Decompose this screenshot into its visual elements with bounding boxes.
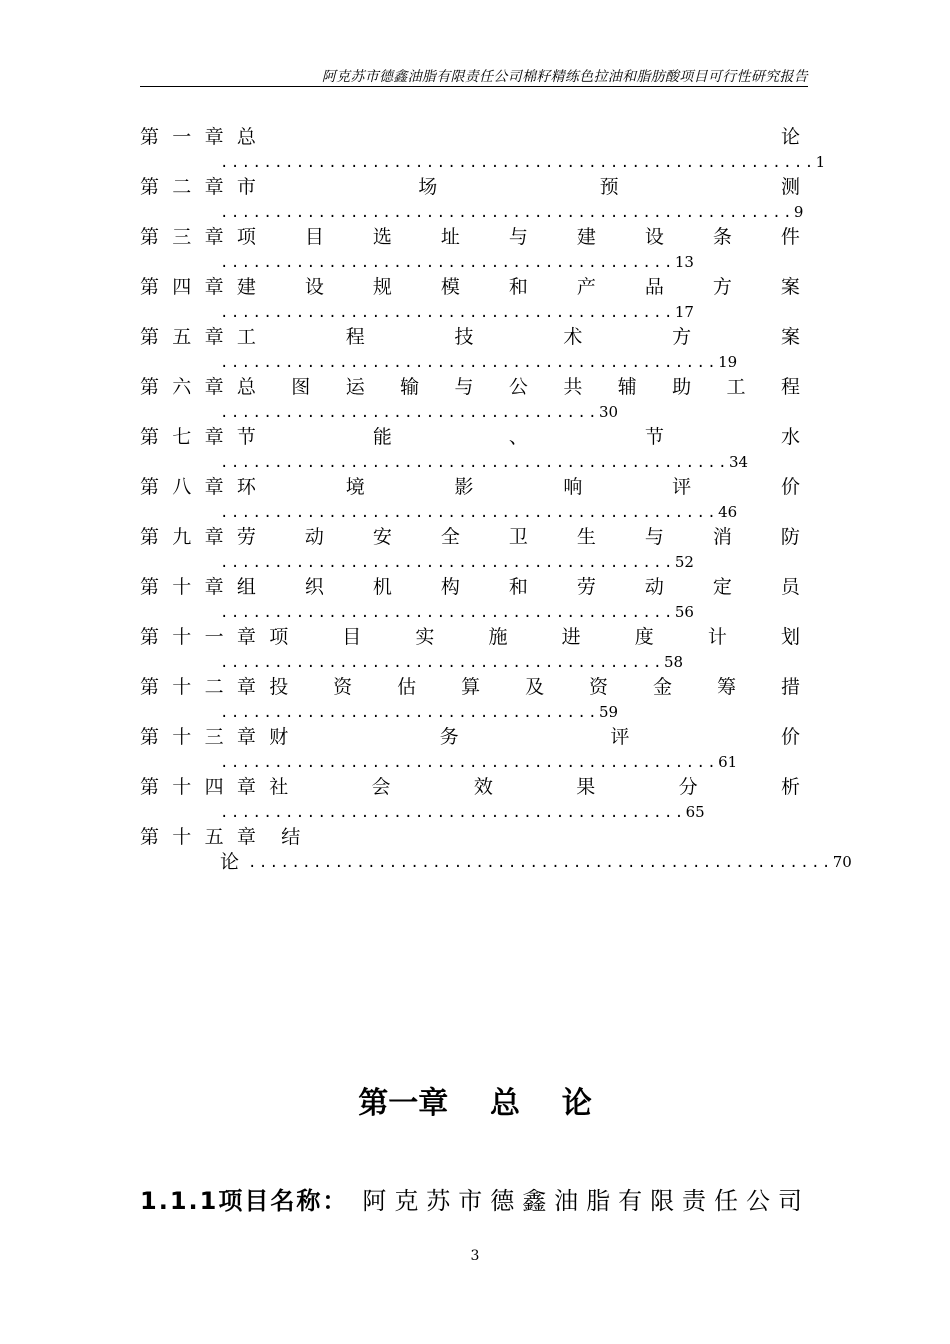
toc-prefix-char: 第	[140, 626, 160, 648]
toc-chapter-number	[140, 774, 269, 800]
toc-title-char: 项	[236, 226, 256, 248]
toc-chapter-title	[237, 174, 800, 200]
toc-title-char: 分	[678, 776, 698, 798]
section-value-char: 有	[618, 1186, 643, 1215]
toc-title-char: 务	[439, 726, 459, 748]
toc-dots: ...............................................	[220, 455, 729, 471]
toc-title-char: 工	[726, 376, 746, 398]
toc-prefix-char: 第	[140, 276, 160, 298]
toc-title-char: 动	[304, 526, 324, 548]
toc-prefix-char: 一	[204, 626, 224, 648]
toc-chapter-title	[269, 674, 800, 700]
toc-entry[interactable]	[140, 274, 800, 324]
toc-title-char: 案	[780, 326, 800, 348]
toc-prefix-char: 九	[172, 526, 192, 548]
toc-title-char: 条	[712, 226, 732, 248]
toc-leader	[220, 501, 737, 523]
toc-entry[interactable]	[140, 374, 800, 424]
toc-chapter-title: 结	[281, 826, 301, 848]
toc-page-number: 34	[728, 453, 749, 471]
toc-title-char: 建	[236, 276, 256, 298]
toc-title-char: 筹	[716, 676, 736, 698]
toc-title-char: 辅	[617, 376, 637, 398]
toc-prefix-char: 第	[140, 376, 160, 398]
toc-title-char: 动	[644, 576, 664, 598]
toc-prefix-char: 八	[172, 476, 192, 498]
toc-leader	[248, 851, 852, 874]
toc-prefix-char: 第	[140, 676, 160, 698]
toc-prefix-char: 第	[140, 176, 160, 198]
toc-title-char: 、	[508, 426, 528, 448]
toc-prefix-char: 第	[140, 726, 160, 748]
toc-title-char: 模	[440, 276, 460, 298]
toc-prefix-char: 章	[236, 676, 256, 698]
toc-title-char: 共	[563, 376, 583, 398]
toc-prefix-char: 第	[140, 426, 160, 448]
toc-page-number: 30	[599, 403, 619, 421]
toc-page-number: 1	[815, 153, 826, 171]
table-of-contents	[140, 124, 852, 874]
toc-entry[interactable]	[140, 424, 800, 474]
toc-prefix-char: 章	[204, 426, 224, 448]
toc-title-char: 划	[780, 626, 800, 648]
toc-leader	[220, 351, 737, 373]
toc-title-char: 财	[269, 726, 289, 748]
toc-prefix-char: 七	[172, 426, 192, 448]
toc-chapter-title	[269, 774, 800, 800]
toc-title-char: 金	[653, 676, 673, 698]
section-value-char: 公	[745, 1186, 770, 1215]
toc-title-char: 计	[707, 626, 727, 648]
toc-title-char: 组	[236, 576, 256, 598]
toc-title-char: 生	[576, 526, 596, 548]
toc-chapter-number	[140, 574, 237, 600]
toc-title-char: 果	[576, 776, 596, 798]
toc-title-char: 构	[440, 576, 460, 598]
toc-title-char: 劳	[576, 576, 596, 598]
toc-title-char: 产	[576, 276, 596, 298]
toc-title-char: 节	[236, 426, 256, 448]
toc-page-number: 59	[599, 703, 619, 721]
toc-entry[interactable]	[140, 624, 800, 674]
toc-title-char: 和	[508, 276, 528, 298]
toc-title-char: 会	[371, 776, 391, 798]
toc-chapter-title	[237, 474, 800, 500]
toc-chapter-number	[140, 124, 237, 150]
toc-page-number: 56	[674, 603, 694, 621]
toc-title-char: 和	[508, 576, 528, 598]
toc-entry[interactable]	[140, 324, 800, 374]
toc-entry[interactable]	[140, 774, 800, 824]
toc-chapter-number	[140, 274, 237, 300]
toc-title-char: 方	[712, 276, 732, 298]
toc-title-char: 及	[525, 676, 545, 698]
toc-prefix-char: 五	[172, 326, 192, 348]
toc-prefix-char: 二	[204, 676, 224, 698]
toc-prefix-char: 六	[172, 376, 192, 398]
toc-prefix-char: 章	[236, 826, 256, 848]
toc-title-char: 安	[372, 526, 392, 548]
toc-title-char: 选	[372, 226, 392, 248]
toc-title-char: 公	[508, 376, 528, 398]
toc-title-char: 与	[644, 526, 664, 548]
toc-title-char: 建	[576, 226, 596, 248]
toc-chapter-title	[237, 574, 800, 600]
toc-page-number: 52	[674, 553, 694, 571]
toc-entry[interactable]	[140, 224, 800, 274]
toc-prefix-char: 第	[140, 126, 160, 148]
toc-dots: ...........................................	[220, 805, 686, 821]
toc-title-char: 图	[291, 376, 311, 398]
toc-title-char: 卫	[508, 526, 528, 548]
toc-title-char: 价	[780, 476, 800, 498]
toc-entry[interactable]	[140, 674, 800, 724]
chapter-heading: 第一章 总 论	[358, 1086, 592, 1121]
toc-prefix-char: 一	[172, 126, 192, 148]
toc-page-number: 58	[663, 653, 684, 671]
toc-chapter-title	[237, 274, 800, 300]
toc-prefix-char: 十	[172, 826, 192, 848]
toc-dots: ..............................................	[220, 505, 719, 521]
toc-title-char: 助	[672, 376, 692, 398]
toc-entry[interactable]	[140, 524, 800, 574]
toc-title-char: 劳	[236, 526, 256, 548]
toc-page-number: 9	[793, 203, 804, 221]
toc-title-char: 措	[780, 676, 800, 698]
toc-chapter-title	[237, 224, 800, 250]
toc-prefix-char: 第	[140, 826, 160, 848]
toc-chapter-number	[140, 474, 237, 500]
toc-title-char: 预	[599, 176, 619, 198]
toc-prefix-char: 四	[204, 776, 224, 798]
section-label: 1.1.1项目名称：	[140, 1186, 349, 1215]
section-value-char: 限	[650, 1186, 675, 1215]
header-text: 阿克苏市德鑫油脂有限责任公司棉籽精练色拉油和脂肪酸项目可行性研究报告	[321, 69, 808, 85]
toc-chapter-number	[140, 624, 269, 650]
toc-title-char: 程	[345, 326, 365, 348]
section-value-char: 脂	[586, 1186, 611, 1215]
section-value	[362, 1181, 802, 1216]
section-value-char: 阿	[362, 1186, 387, 1215]
section-value-char: 克	[394, 1186, 419, 1215]
toc-title-char: 品	[644, 276, 664, 298]
toc-title-char: 评	[610, 726, 630, 748]
toc-prefix-char: 章	[204, 476, 224, 498]
toc-leader	[220, 801, 705, 823]
toc-chapter-number	[140, 174, 237, 200]
toc-title-char: 测	[780, 176, 800, 198]
section-value-char: 任	[714, 1186, 738, 1215]
toc-leader	[220, 301, 694, 323]
toc-title-char: 社	[269, 776, 289, 798]
toc-title-char: 术	[563, 326, 583, 348]
toc-dots: ..............................................	[220, 355, 719, 371]
toc-title-char: 市	[236, 176, 256, 198]
toc-title-char: 机	[372, 576, 392, 598]
toc-dots: ......................................................	[248, 855, 833, 871]
toc-title-char: 节	[644, 426, 664, 448]
toc-chapter-number	[140, 674, 269, 700]
toc-title-char: 项	[269, 626, 289, 648]
toc-title-char: 与	[454, 376, 474, 398]
toc-prefix-char: 章	[236, 626, 256, 648]
toc-leader	[220, 601, 694, 623]
toc-page-number: 61	[718, 753, 738, 771]
toc-leader	[220, 701, 618, 723]
running-header	[140, 64, 808, 87]
toc-prefix-char: 第	[140, 476, 160, 498]
toc-prefix-char: 章	[204, 576, 224, 598]
toc-title-char: 全	[440, 526, 460, 548]
toc-entry[interactable]	[140, 724, 800, 774]
toc-prefix-char: 五	[204, 826, 224, 848]
section-value-char: 德	[490, 1186, 515, 1215]
toc-title-char: 定	[712, 576, 732, 598]
toc-prefix-char: 章	[204, 526, 224, 548]
toc-dots: ..........................................	[220, 255, 675, 271]
toc-title-char: 资	[333, 676, 353, 698]
toc-title-char: 程	[780, 376, 800, 398]
toc-title-char: 评	[672, 476, 692, 498]
toc-title-char: 价	[780, 726, 800, 748]
toc-prefix-char: 第	[140, 326, 160, 348]
section-value-char: 责	[682, 1186, 707, 1215]
section-value-char: 苏	[426, 1186, 451, 1215]
toc-prefix-char: 十	[172, 726, 192, 748]
toc-prefix-char: 章	[204, 326, 224, 348]
toc-chapter-title-cont: 论	[220, 851, 240, 873]
toc-prefix-char: 章	[204, 176, 224, 198]
toc-prefix-char: 三	[172, 226, 192, 248]
toc-entry[interactable]	[140, 474, 800, 524]
section-value-char: 司	[777, 1186, 802, 1215]
toc-prefix-char: 十	[172, 776, 192, 798]
toc-prefix-char: 二	[172, 176, 192, 198]
toc-chapter-title	[237, 324, 800, 350]
section-value-char: 市	[458, 1186, 483, 1215]
toc-prefix-char: 章	[236, 776, 256, 798]
toc-title-char: 析	[780, 776, 800, 798]
toc-title-char: 实	[415, 626, 435, 648]
toc-title-char: 算	[461, 676, 481, 698]
toc-title-char: 投	[269, 676, 289, 698]
toc-title-char: 件	[780, 226, 800, 248]
toc-title-char: 论	[780, 126, 800, 148]
toc-leader	[220, 251, 694, 273]
toc-entry[interactable]	[140, 174, 804, 224]
toc-page-number: 46	[718, 503, 738, 521]
toc-title-char: 防	[780, 526, 800, 548]
toc-title-char: 估	[397, 676, 417, 698]
toc-title-char: 影	[454, 476, 474, 498]
toc-title-char: 目	[304, 226, 324, 248]
toc-title-char: 进	[561, 626, 581, 648]
toc-dots: .......................................................	[220, 155, 816, 171]
toc-title-char: 技	[454, 326, 474, 348]
toc-dots: ..........................................	[220, 305, 675, 321]
toc-title-char: 境	[345, 476, 365, 498]
toc-prefix-char: 章	[204, 226, 224, 248]
toc-chapter-number	[140, 224, 237, 250]
toc-page-number: 65	[685, 803, 705, 821]
toc-title-char: 效	[473, 776, 493, 798]
toc-page-number: 13	[674, 253, 694, 271]
toc-prefix-char: 第	[140, 526, 160, 548]
toc-prefix-char: 第	[140, 226, 160, 248]
toc-entry[interactable]	[140, 574, 800, 624]
toc-title-char: 输	[400, 376, 420, 398]
toc-chapter-title	[237, 424, 800, 450]
toc-chapter-number	[140, 374, 237, 400]
toc-title-char: 规	[372, 276, 392, 298]
toc-prefix-char: 章	[204, 376, 224, 398]
toc-prefix-char: 章	[204, 126, 224, 148]
toc-title-char: 与	[508, 226, 528, 248]
toc-dots: ...................................	[220, 705, 600, 721]
toc-page-number: 70	[832, 853, 852, 871]
toc-title-char: 度	[634, 626, 654, 648]
toc-chapter-title	[269, 624, 800, 650]
toc-title-char: 目	[342, 626, 362, 648]
toc-prefix-char: 十	[172, 576, 192, 598]
toc-leader	[220, 651, 683, 673]
toc-leader	[220, 401, 618, 423]
toc-leader	[220, 151, 825, 173]
toc-prefix-char: 十	[172, 626, 192, 648]
toc-title-char: 资	[589, 676, 609, 698]
toc-dots: .....................................................	[220, 205, 794, 221]
toc-title-char: 水	[780, 426, 800, 448]
section-value-char: 鑫	[522, 1186, 547, 1215]
toc-prefix-char: 第	[140, 576, 160, 598]
toc-chapter-title	[269, 724, 800, 750]
toc-prefix-char: 四	[172, 276, 192, 298]
toc-entry[interactable]	[140, 824, 852, 874]
toc-title-char: 场	[418, 176, 438, 198]
toc-title-char: 方	[672, 326, 692, 348]
toc-leader	[220, 451, 748, 473]
toc-title-char: 能	[372, 426, 392, 448]
toc-dots: .........................................	[220, 655, 664, 671]
toc-chapter-number	[140, 824, 269, 850]
toc-dots: ..........................................	[220, 605, 675, 621]
toc-dots: ..............................................	[220, 755, 719, 771]
toc-prefix-char: 十	[172, 676, 192, 698]
toc-prefix-char: 章	[236, 726, 256, 748]
toc-page-number: 17	[674, 303, 694, 321]
toc-title-char: 设	[304, 276, 324, 298]
section-project-name	[140, 1180, 802, 1216]
toc-title-char: 环	[236, 476, 256, 498]
toc-title-char: 案	[780, 276, 800, 298]
toc-chapter-title	[237, 524, 800, 550]
toc-title-char: 总	[236, 126, 256, 148]
toc-prefix-char: 章	[204, 276, 224, 298]
toc-entry[interactable]	[140, 124, 826, 174]
toc-dots: ...................................	[220, 405, 600, 421]
toc-title-char: 消	[712, 526, 732, 548]
toc-title-char: 总	[236, 376, 256, 398]
toc-chapter-number	[140, 524, 237, 550]
toc-title-char: 工	[236, 326, 256, 348]
toc-title-char: 响	[563, 476, 583, 498]
toc-prefix-char: 三	[204, 726, 224, 748]
toc-page-number: 19	[718, 353, 738, 371]
toc-leader	[220, 201, 803, 223]
page-number: 3	[470, 1248, 480, 1264]
toc-title-char: 址	[440, 226, 460, 248]
section-value-char: 油	[554, 1186, 579, 1215]
toc-chapter-number	[140, 424, 237, 450]
toc-title-char: 员	[780, 576, 800, 598]
toc-leader	[220, 551, 694, 573]
toc-dots: ..........................................	[220, 555, 675, 571]
toc-chapter-number	[140, 324, 237, 350]
toc-title-char: 施	[488, 626, 508, 648]
toc-chapter-number	[140, 724, 269, 750]
toc-leader	[220, 751, 737, 773]
toc-chapter-title	[237, 124, 800, 150]
toc-chapter-title	[237, 374, 800, 400]
toc-title-char: 设	[644, 226, 664, 248]
toc-prefix-char: 第	[140, 776, 160, 798]
toc-title-char: 织	[304, 576, 324, 598]
toc-title-char: 运	[345, 376, 365, 398]
